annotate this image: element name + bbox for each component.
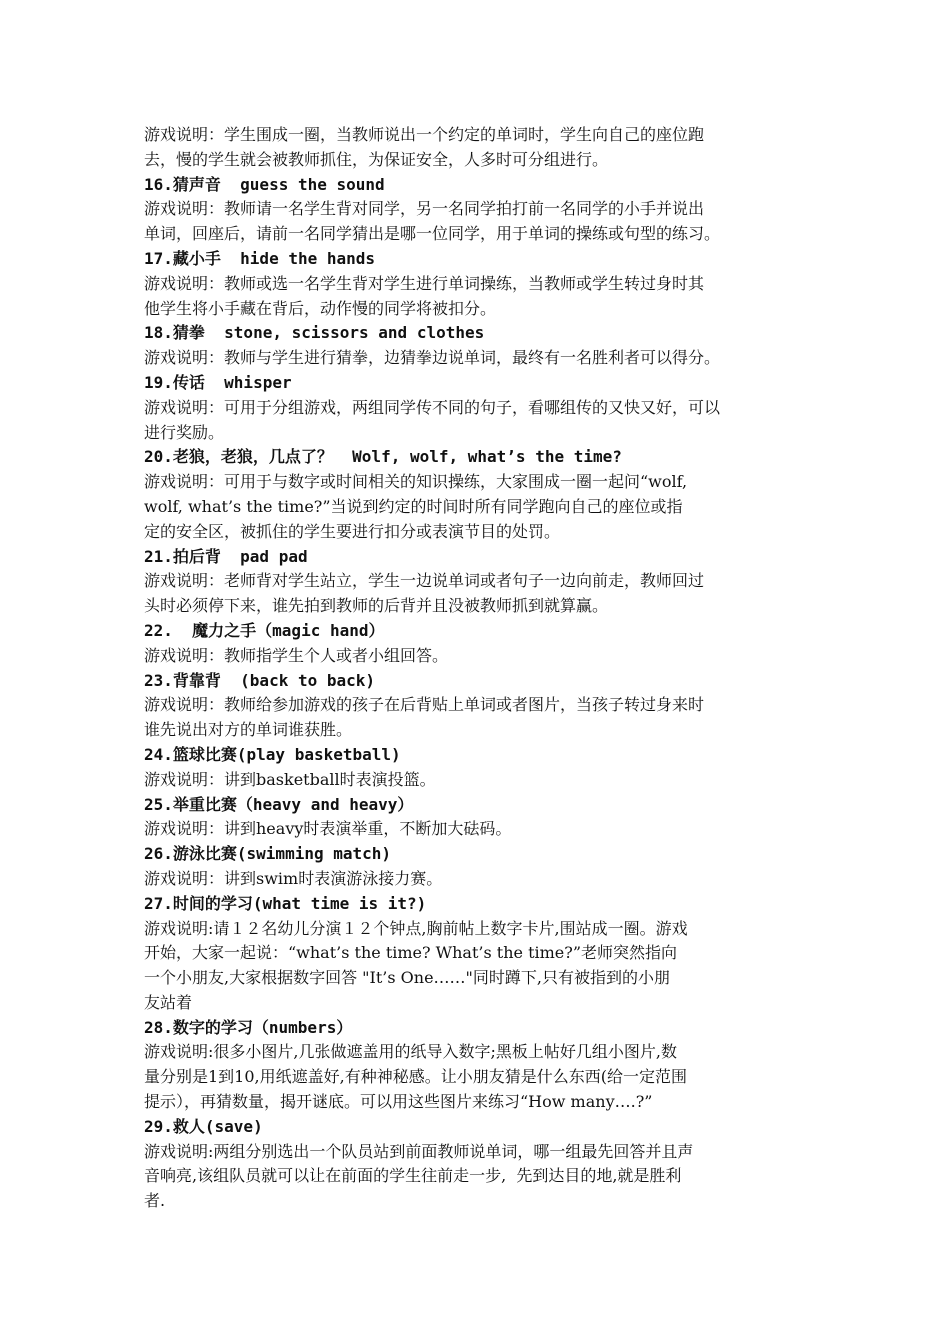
game-description-line: 游戏说明：老师背对学生站立，学生一边说单词或者句子一边向前走，教师回过	[144, 571, 705, 591]
game-title: 29.救人(save)	[144, 1116, 263, 1136]
game-title: 22. 魔力之手（magic hand）	[144, 620, 385, 640]
game-description-line: 游戏说明：讲到swim时表演游泳接力赛。	[144, 868, 443, 888]
game-description-line: 游戏说明：教师与学生进行猜拳，边猜拳边说单词，最终有一名胜利者可以得分。	[144, 348, 721, 368]
game-description-line: 游戏说明：教师或选一名学生背对学生进行单词操练，当教师或学生转过身时其	[144, 273, 705, 293]
game-title: 20.老狼，老狼，几点了？ Wolf, wolf, what’s the time?	[144, 447, 622, 467]
game-description-line: 定的安全区，被抓住的学生要进行扣分或表演节目的处罚。	[144, 521, 561, 541]
game-description-line: 谁先说出对方的单词谁获胜。	[144, 720, 353, 740]
game-description-line: wolf, what’s the time?”当说到约定的时间时所有同学跑向自己的座位或指	[144, 496, 683, 516]
game-description-line: 友站着	[144, 992, 193, 1012]
game-description-line: 游戏说明：教师请一名学生背对同学，另一名同学拍打前一名同学的小手并说出	[144, 199, 705, 219]
game-description-line: 一个小朋友,大家根据数字回答 "It’s One……"同时蹲下,只有被指到的小朋	[144, 968, 671, 988]
game-description-line: 游戏说明：教师指学生个人或者小组回答。	[144, 645, 449, 665]
game-description-line: 游戏说明:很多小图片,几张做遮盖用的纸导入数字;黑板上帖好几组小图片,数	[144, 1042, 677, 1062]
game-title: 19.传话 whisper	[144, 372, 292, 392]
game-description-line: 游戏说明:两组分别选出一个队员站到前面教师说单词，哪一组最先回答并且声	[144, 1141, 694, 1161]
game-description-line: 提示），再猜数量，揭开谜底。可以用这些图片来练习“How many….?”	[144, 1092, 653, 1112]
game-description-line: 游戏说明：讲到heavy时表演举重，不断加大砝码。	[144, 819, 512, 839]
game-title: 27.时间的学习(what time is it?)	[144, 893, 427, 913]
game-title: 21.拍后背 pad pad	[144, 546, 308, 566]
game-description-line: 音响亮,该组队员就可以让在前面的学生往前走一步, 先到达目的地,就是胜利	[144, 1166, 682, 1186]
game-description-line: 进行奖励。	[144, 422, 225, 442]
game-description-line: 游戏说明：可用于与数字或时间相关的知识操练，大家围成一圈一起问“wolf,	[144, 472, 688, 492]
game-title: 18.猜拳 stone, scissors and clothes	[144, 323, 485, 343]
game-title: 23.背靠背 (back to back)	[144, 670, 376, 690]
game-title: 25.举重比赛（heavy and heavy）	[144, 794, 414, 814]
game-description-line: 游戏说明：讲到basketball时表演投篮。	[144, 769, 436, 789]
game-description-line: 游戏说明：学生围成一圈，当教师说出一个约定的单词时，学生向自己的座位跑	[144, 125, 705, 144]
game-description-line: 开始，大家一起说：“what’s the time? What’s the time?”老师突然指向	[144, 943, 678, 963]
game-description-line: 者.	[144, 1191, 166, 1211]
document-page	[144, 123, 812, 1214]
game-description-line: 量分别是1到10,用纸遮盖好,有种神秘感。让小朋友猜是什么东西(给一定范围	[144, 1067, 687, 1087]
game-title: 28.数字的学习（numbers）	[144, 1017, 353, 1037]
game-description-line: 游戏说明：可用于分组游戏，两组同学传不同的句子，看哪组传的又快又好，可以	[144, 397, 721, 417]
game-description-line: 头时必须停下来，谁先拍到教师的后背并且没被教师抓到就算赢。	[144, 596, 609, 616]
game-title: 26.游泳比赛(swimming match)	[144, 844, 392, 864]
game-description-line: 他学生将小手藏在背后，动作慢的同学将被扣分。	[144, 298, 497, 318]
game-title: 17.藏小手 hide the hands	[144, 248, 376, 268]
game-description-line: 游戏说明:请１２名幼儿分演１２个钟点,胸前帖上数字卡片,围站成一圈。游戏	[144, 918, 688, 938]
game-title: 16.猜声音 guess the sound	[144, 174, 385, 194]
game-description-line: 去，慢的学生就会被教师抓住，为保证安全，人多时可分组进行。	[144, 149, 609, 169]
game-description-line: 单词，回座后，请前一名同学猜出是哪一位同学，用于单词的操练或句型的练习。	[144, 224, 721, 244]
game-description-line: 游戏说明：教师给参加游戏的孩子在后背贴上单词或者图片，当孩子转过身来时	[144, 695, 705, 715]
game-title: 24.篮球比赛(play basketball)	[144, 744, 401, 764]
